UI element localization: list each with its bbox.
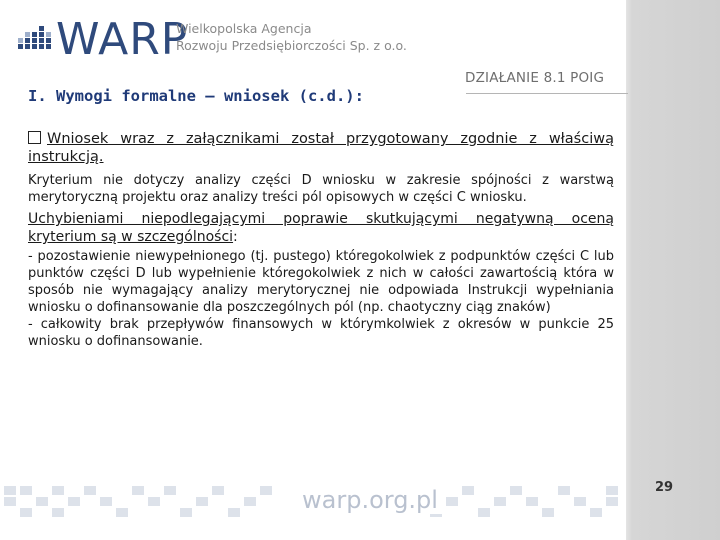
logo-wordmark: WARP (56, 14, 189, 65)
defects-heading-text: Uchybieniami niepodlegającymi poprawie skutkującymi negatywną oceną kryterium są w szczególności (28, 211, 614, 245)
page-number: 29 (655, 480, 674, 495)
logo-subtitle-line2: Rozwoju Przedsiębiorczości Sp. z o.o. (176, 38, 407, 53)
logo-subtitle-line1: Wielkopolska Agencja (176, 21, 312, 36)
slide-title: I. Wymogi formalne – wniosek (c.d.): (28, 87, 364, 105)
defects-heading (28, 210, 614, 246)
subtitle-text: Wniosek wraz z załącznikami został przygotowany zgodnie z właściwą instrukcją. (28, 131, 614, 165)
right-decorative-strip (626, 0, 720, 540)
criterion-paragraph: Kryterium nie dotyczy analizy części D wniosku w zakresie spójności z warstwą merytoryczną projektu oraz analizy treści pól opisowych w części C wniosku. (28, 173, 614, 205)
action-label: DZIAŁANIE 8.1 POIG (465, 70, 605, 86)
slide-content (28, 130, 614, 350)
checkbox-bullet-icon (28, 131, 41, 144)
defects-heading-colon: : (233, 229, 238, 245)
footer-url: warp.org.pl (296, 486, 444, 514)
logo-subtitle (176, 20, 436, 54)
logo-dots-icon (18, 26, 54, 54)
header-divider (466, 93, 628, 94)
slide-subtitle (28, 130, 614, 166)
defect-item-2: - całkowity brak przepływów finansowych w którymkolwiek z okresów w punkcie 25 wniosku o dofinansowanie. (28, 317, 614, 349)
defect-item-1: - pozostawienie niewypełnionego (tj. pustego) któregokolwiek z podpunktów części C lub punktów części D lub wypełnienie któregokolwiek z nich w całości zawartością która w sposób nie wymagający analizy merytorycznej nie odpowiada Instrukcji wypełniania wniosku o dofinansowanie dla poszczególnych pól (np. chaotyczny ciąg znaków) (28, 249, 614, 315)
